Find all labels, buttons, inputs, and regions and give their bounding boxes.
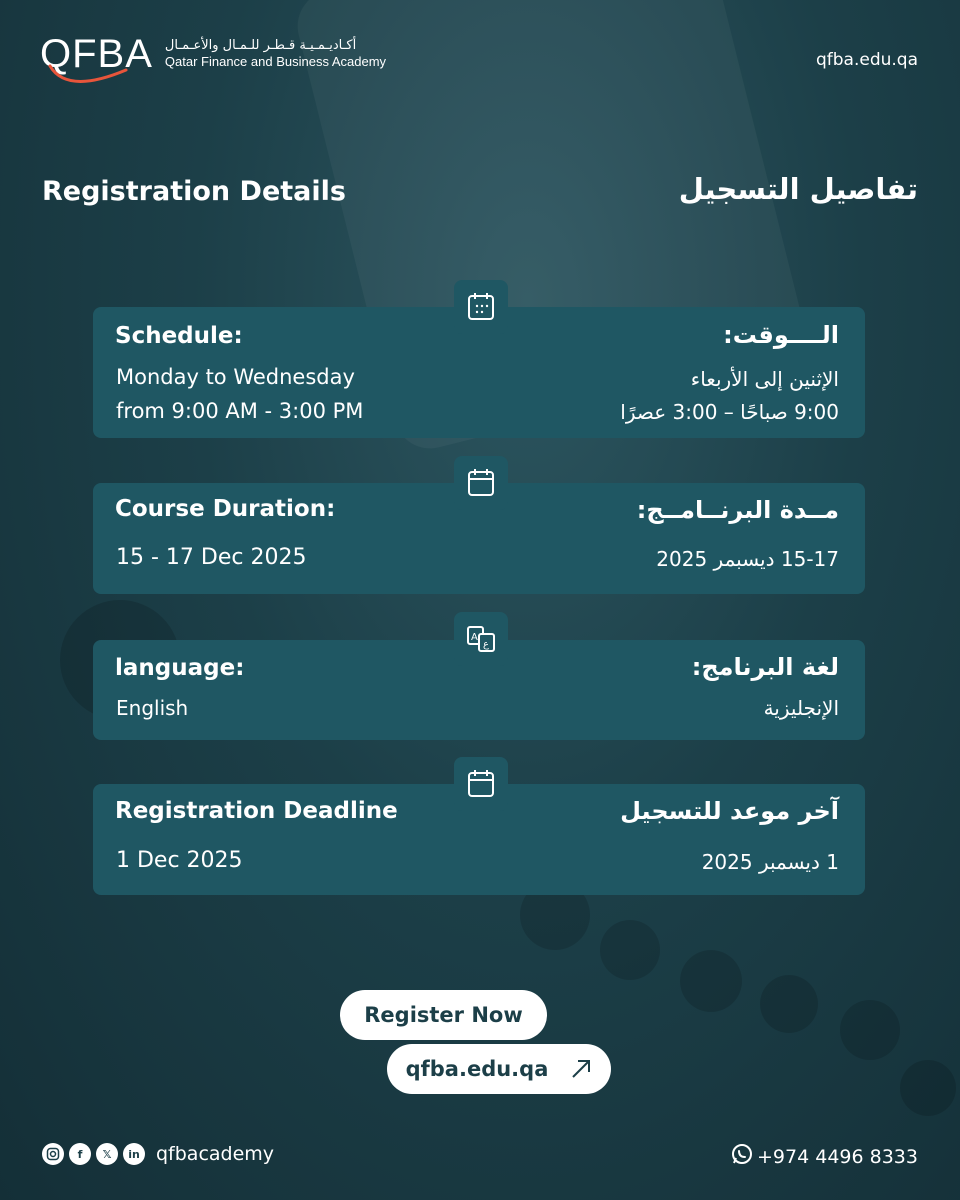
- calendar-icon: [466, 769, 496, 799]
- website-button[interactable]: [387, 1044, 611, 1094]
- page-title-arabic: تفاصيل التسجيل: [678, 172, 918, 206]
- svg-text:A: A: [471, 632, 478, 643]
- phone-number: +974 4496 8333: [757, 1145, 918, 1168]
- background-bead: [840, 1000, 900, 1060]
- background-bead: [760, 975, 818, 1033]
- course-duration-dates-arabic: 15-17 ديسبمر 2025: [656, 547, 839, 571]
- language-heading: language:: [115, 655, 245, 681]
- course-duration-heading: Course Duration:: [115, 496, 336, 522]
- registration-deadline-heading: Registration Deadline: [115, 798, 398, 824]
- social-handle: qfbacademy: [156, 1143, 275, 1165]
- registration-deadline-date-arabic: 1 ديسمبر 2025: [701, 850, 839, 874]
- background-bead: [680, 950, 742, 1012]
- language-value-arabic: الإنجليزية: [763, 696, 839, 720]
- website-button-label: qfba.edu.qa: [405, 1057, 549, 1081]
- calendar-icon: [466, 468, 496, 498]
- language-icon-box: [454, 612, 508, 666]
- registration-deadline-icon-box: [454, 757, 508, 811]
- logo-mark-text: QFBA: [40, 32, 153, 76]
- registration-deadline-date: 1 Dec 2025: [116, 848, 243, 873]
- page-title-english: Registration Details: [42, 176, 346, 207]
- whatsapp-icon: [731, 1143, 753, 1170]
- social-links: [42, 1143, 274, 1165]
- qfba-logo: [40, 34, 386, 74]
- logo-mark: [40, 34, 153, 74]
- translate-icon: [466, 624, 496, 654]
- schedule-heading-arabic: الــــوقت:: [723, 321, 839, 349]
- schedule-days-arabic: الإثنين إلى الأربعاء: [690, 367, 839, 391]
- website-link[interactable]: qfba.edu.qa: [815, 50, 918, 70]
- language-value: English: [116, 696, 189, 720]
- logo-text: [165, 38, 386, 70]
- course-duration-icon-box: [454, 456, 508, 510]
- course-duration-heading-arabic: مــدة البرنــامــج:: [636, 496, 839, 524]
- background-bead: [600, 920, 660, 980]
- logo-arabic-name: أكـاديـمـيـة قـطـر للـمـال والأعـمـال: [164, 38, 357, 53]
- calendar-grid-icon: [466, 292, 496, 322]
- x-icon[interactable]: 𝕏: [96, 1143, 118, 1165]
- schedule-icon-box: [454, 280, 508, 334]
- register-now-button[interactable]: [340, 990, 547, 1040]
- schedule-hours-arabic: 9:00 صباحًا – 3:00 عصرًا: [620, 400, 839, 424]
- facebook-icon[interactable]: f: [69, 1143, 91, 1165]
- linkedin-icon[interactable]: in: [123, 1143, 145, 1165]
- language-heading-arabic: لغة البرنامج:: [691, 653, 839, 681]
- svg-text:ع: ع: [483, 639, 489, 650]
- course-duration-dates: 15 - 17 Dec 2025: [116, 545, 307, 570]
- register-now-label: Register Now: [364, 1003, 523, 1027]
- instagram-icon[interactable]: [42, 1143, 64, 1165]
- arrow-up-right-icon: [570, 1058, 592, 1080]
- phone-contact[interactable]: [731, 1143, 918, 1170]
- logo-swoosh-icon: [48, 60, 128, 86]
- background-bead: [900, 1060, 956, 1116]
- logo-english-name: Qatar Finance and Business Academy: [164, 54, 387, 69]
- schedule-days: Monday to Wednesday: [116, 365, 355, 389]
- registration-deadline-heading-arabic: آخر موعد للتسجيل: [620, 797, 839, 825]
- schedule-hours: from 9:00 AM - 3:00 PM: [116, 399, 364, 423]
- schedule-heading: Schedule:: [115, 323, 243, 349]
